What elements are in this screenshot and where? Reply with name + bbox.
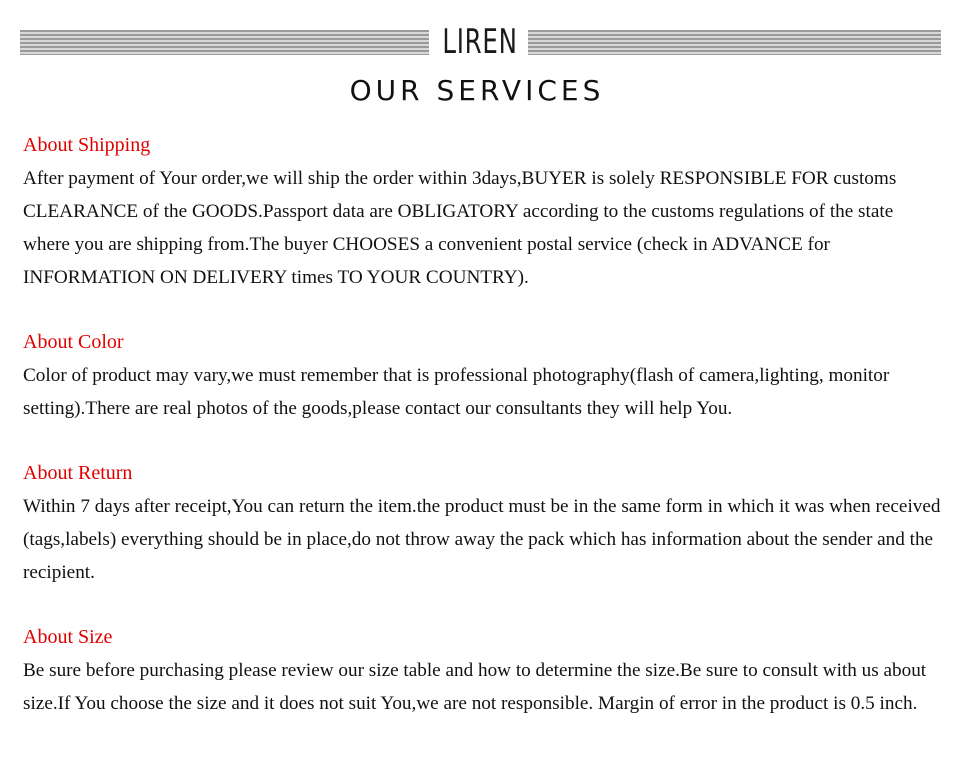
section-title-shipping: About Shipping bbox=[23, 134, 151, 156]
section-body-shipping: After payment of Your order,we will ship the order within 3days,BUYER is solely RESPONSIBLE FOR customs CLEARANCE of the GOODS.Passport data are OBLIGATORY according to the customs regulations of the state where you are shipping from.The buyer CHOOSES a convenient postal service (check in ADVANCE for INFORMATION ON DELIVERY times TO YOUR COUNTRY). bbox=[23, 168, 897, 288]
section-shipping bbox=[23, 130, 943, 294]
decorative-stripe-left bbox=[20, 30, 429, 55]
decorative-stripe-right bbox=[528, 30, 941, 55]
section-body-color: Color of product may vary,we must remember that is professional photography(flash of camera,lighting, monitor setting).There are real photos of the goods,please contact our consultants they will help You. bbox=[23, 365, 890, 419]
section-title-color: About Color bbox=[23, 331, 124, 353]
section-body-return: Within 7 days after receipt,You can return the item.the product must be in the same form in which it was when received (tags,labels) everything should be in place,do not throw away the pack which has information about the sender and the recipient. bbox=[23, 496, 941, 583]
section-size bbox=[23, 622, 943, 720]
section-body-size: Be sure before purchasing please review our size table and how to determine the size.Be sure to consult with us about size.If You choose the size and it does not suit You,we are not responsible. Margin of error in the product is 0.5 inch. bbox=[23, 660, 927, 714]
page-title: OUR SERVICES bbox=[349, 74, 605, 107]
section-title-return: About Return bbox=[23, 462, 133, 484]
section-title-size: About Size bbox=[23, 626, 113, 648]
brand-logo: LIREN bbox=[442, 22, 518, 62]
section-color bbox=[23, 327, 943, 425]
section-return bbox=[23, 458, 943, 589]
header-banner bbox=[20, 22, 941, 62]
